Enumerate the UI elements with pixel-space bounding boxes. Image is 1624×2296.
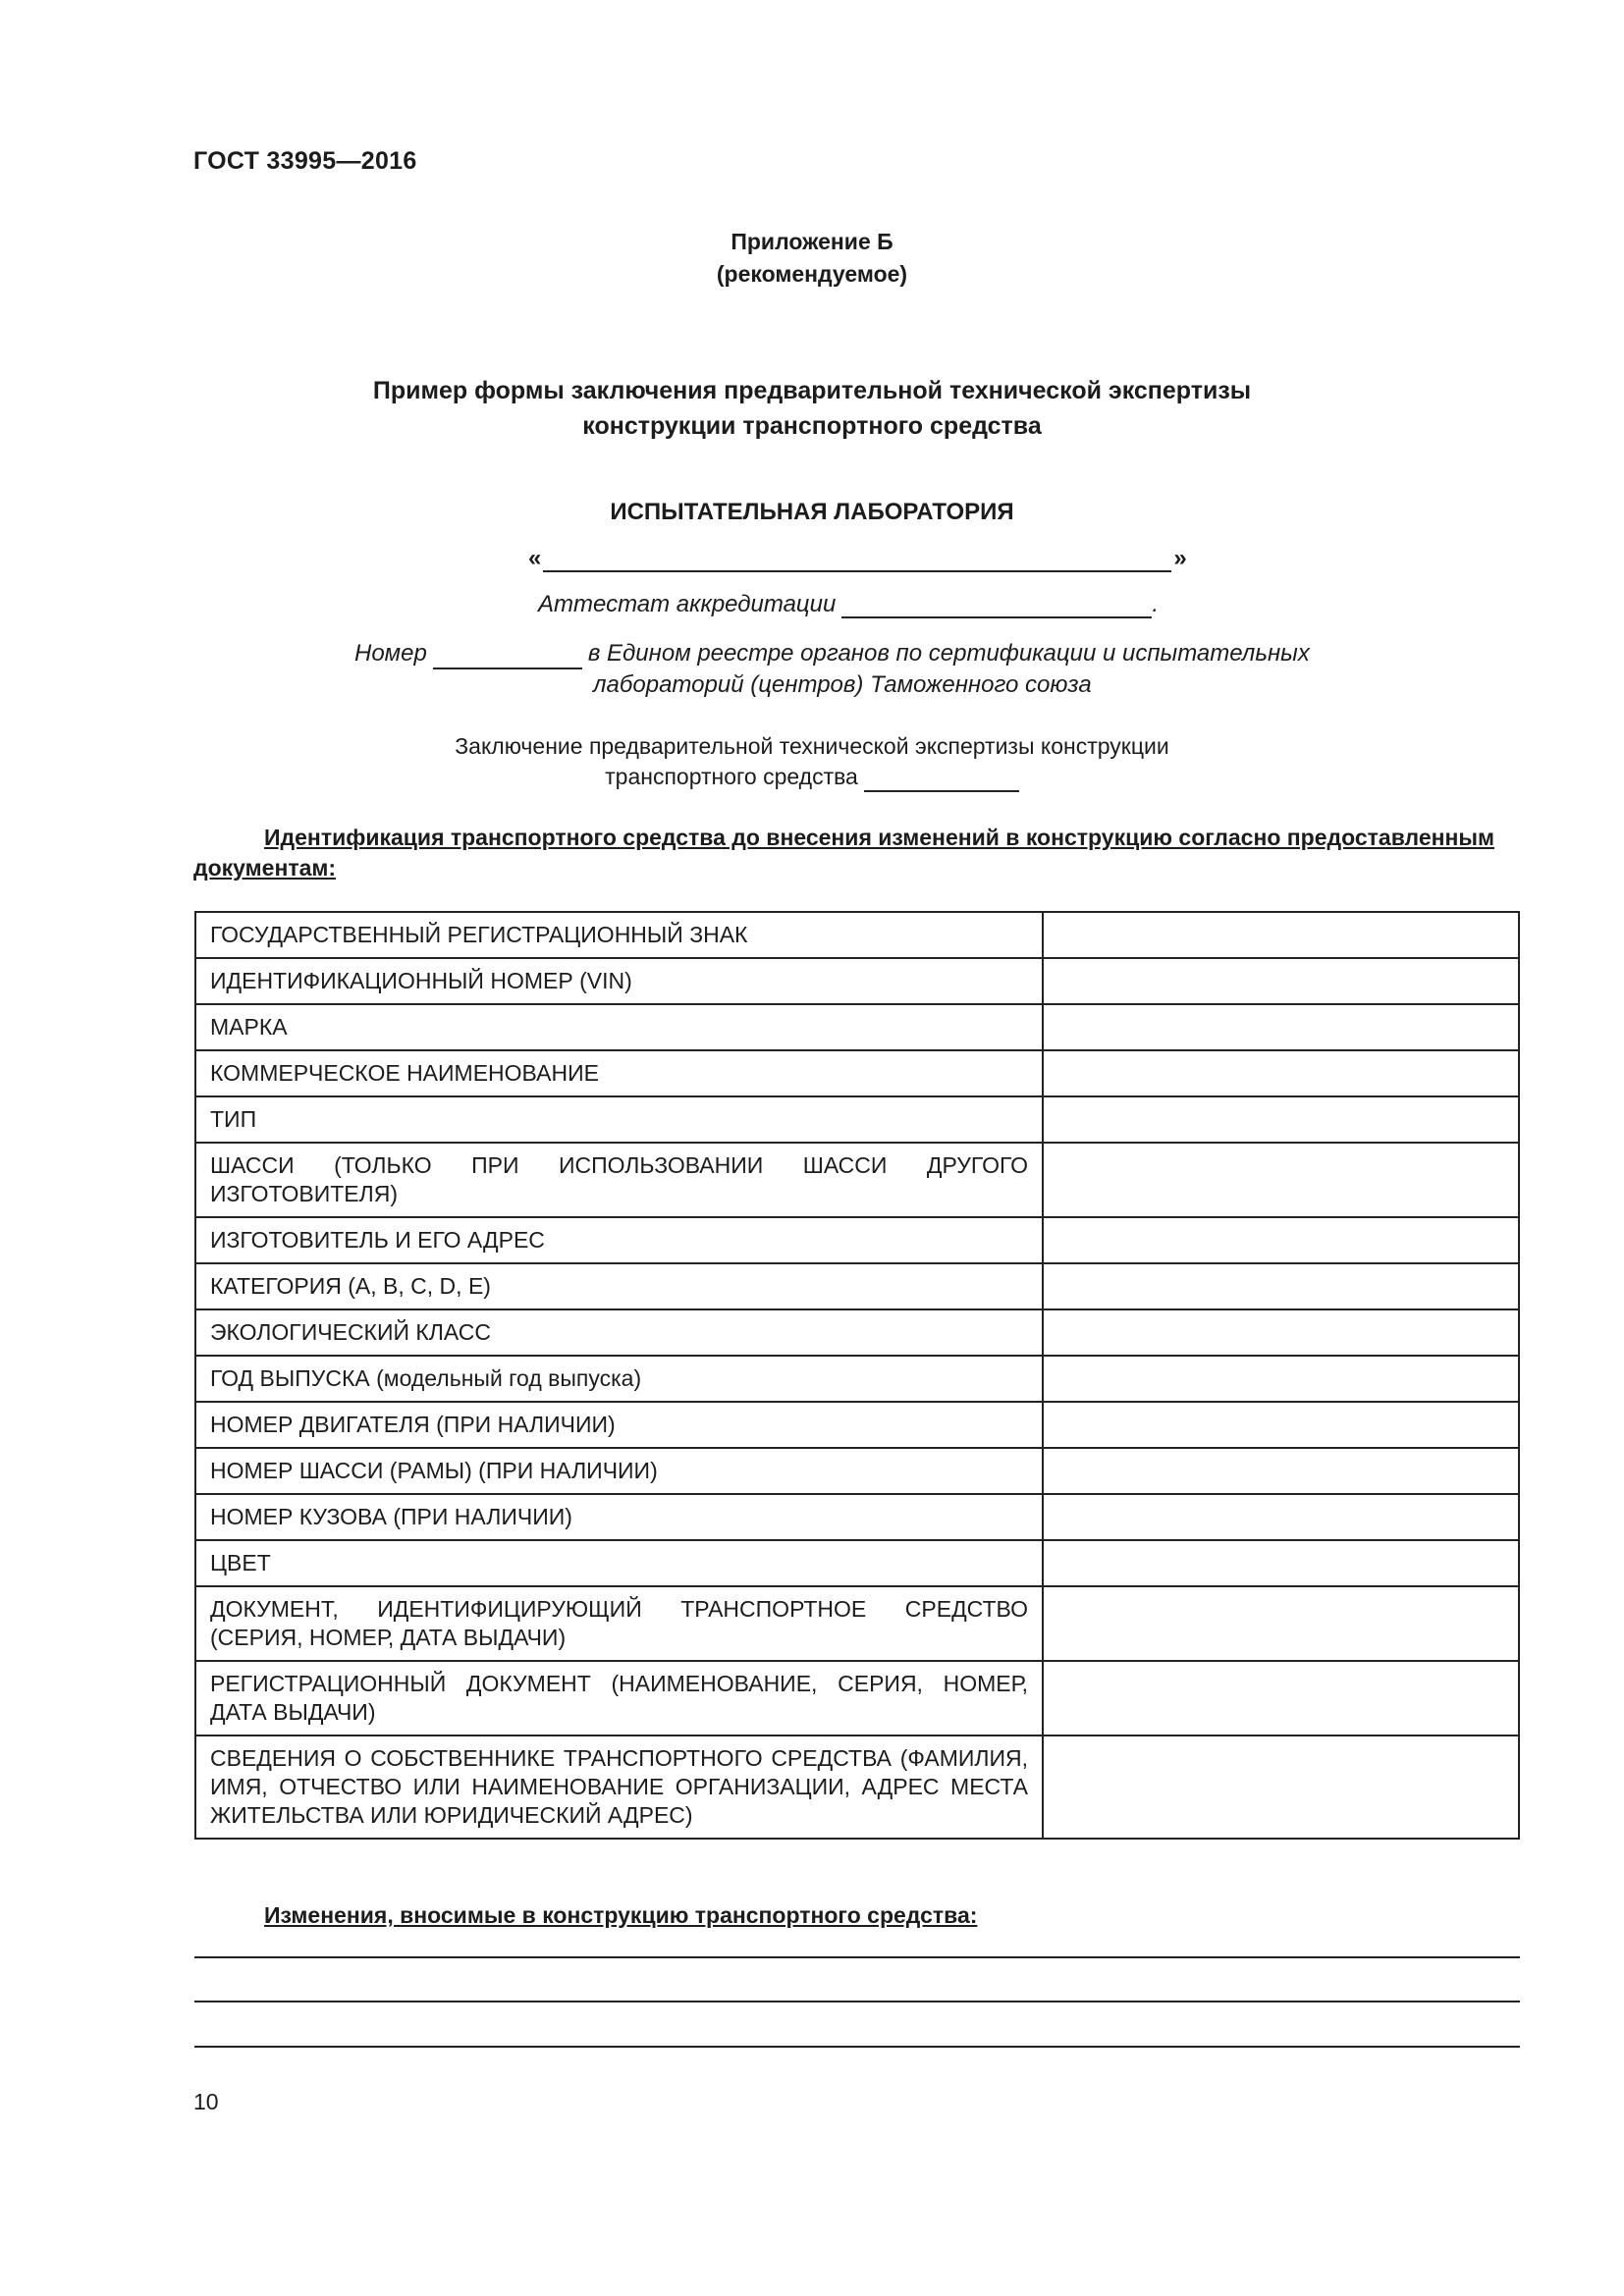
accreditation-row xyxy=(538,591,1159,618)
laboratory-name-field[interactable] xyxy=(528,545,1187,572)
table-row xyxy=(195,1004,1519,1050)
annex-title: Приложение Б xyxy=(731,229,893,254)
page-number: 10 xyxy=(193,2089,219,2114)
row-value-cell[interactable] xyxy=(1043,1004,1519,1050)
quote-close: » xyxy=(1173,545,1187,571)
table-row xyxy=(195,1309,1519,1356)
row-value-cell[interactable] xyxy=(1043,1448,1519,1494)
row-label: ИДЕНТИФИКАЦИОННЫЙ НОМЕР (VIN) xyxy=(195,958,1043,1004)
table-row xyxy=(195,1540,1519,1586)
table-row xyxy=(195,1661,1519,1735)
identification-heading: Идентификация транспортного средства до внесения изменений в конструкцию согласно предоставленным документам: xyxy=(193,825,1495,881)
changes-line-1[interactable] xyxy=(194,1956,1520,1958)
form-title-line-1: Пример формы заключения предварительной технической экспертизы xyxy=(372,377,1252,404)
row-value-cell[interactable] xyxy=(1043,1050,1519,1096)
row-label: НОМЕР КУЗОВА (ПРИ НАЛИЧИИ) xyxy=(195,1494,1043,1540)
form-title-line-2: конструкции транспортного средства xyxy=(582,412,1042,440)
row-label: МАРКА xyxy=(195,1004,1043,1050)
row-value-cell[interactable] xyxy=(1043,958,1519,1004)
number-label: Номер xyxy=(354,640,427,667)
laboratory-title: ИСПЫТАТЕЛЬНАЯ ЛАБОРАТОРИЯ xyxy=(610,499,1014,525)
conclusion-line-2-row xyxy=(0,762,1624,792)
document-code: ГОСТ 33995—2016 xyxy=(193,147,417,175)
row-label: СВЕДЕНИЯ О СОБСТВЕННИКЕ ТРАНСПОРТНОГО СРЕДСТВА (ФАМИЛИЯ, ИМЯ, ОТЧЕСТВО ИЛИ НАИМЕНОВАНИЕ ОРГАНИЗАЦИИ, АДРЕС МЕСТА ЖИТЕЛЬСТВА ИЛИ ЮРИДИЧЕСКИЙ АДРЕС) xyxy=(195,1735,1043,1839)
registry-text-line-2: лабораторий (центров) Таможенного союза xyxy=(593,671,1092,698)
table-row xyxy=(195,958,1519,1004)
identification-table xyxy=(194,911,1520,1840)
table-row xyxy=(195,1143,1519,1217)
row-label: ЭКОЛОГИЧЕСКИЙ КЛАСС xyxy=(195,1309,1043,1356)
row-value-cell[interactable] xyxy=(1043,1402,1519,1448)
conclusion-line-2: транспортного средства xyxy=(605,764,858,789)
table-row xyxy=(195,1263,1519,1309)
row-label: ТИП xyxy=(195,1096,1043,1143)
row-value-cell[interactable] xyxy=(1043,1096,1519,1143)
table-row xyxy=(195,1494,1519,1540)
row-label: НОМЕР ДВИГАТЕЛЯ (ПРИ НАЛИЧИИ) xyxy=(195,1402,1043,1448)
row-label: ШАССИ (ТОЛЬКО ПРИ ИСПОЛЬЗОВАНИИ ШАССИ ДРУГОГО ИЗГОТОВИТЕЛЯ) xyxy=(195,1143,1043,1217)
row-label: ИЗГОТОВИТЕЛЬ И ЕГО АДРЕС xyxy=(195,1217,1043,1263)
form-title xyxy=(0,373,1624,444)
accreditation-blank[interactable] xyxy=(841,595,1152,618)
row-label: РЕГИСТРАЦИОННЫЙ ДОКУМЕНТ (НАИМЕНОВАНИЕ, СЕРИЯ, НОМЕР, ДАТА ВЫДАЧИ) xyxy=(195,1661,1043,1735)
row-label: ГОД ВЫПУСКА (модельный год выпуска) xyxy=(195,1356,1043,1402)
table-row xyxy=(195,1356,1519,1402)
registry-number-blank[interactable] xyxy=(433,646,582,669)
table-row xyxy=(195,1448,1519,1494)
table-row xyxy=(195,1096,1519,1143)
registry-number-row xyxy=(354,638,1310,698)
table-row xyxy=(195,1402,1519,1448)
laboratory-name-blank[interactable] xyxy=(543,549,1171,572)
annex-subtitle: (рекомендуемое) xyxy=(716,261,908,287)
row-value-cell[interactable] xyxy=(1043,1217,1519,1263)
table-row xyxy=(195,1586,1519,1661)
row-value-cell[interactable] xyxy=(1043,1263,1519,1309)
accreditation-end: . xyxy=(1152,591,1160,617)
row-label: НОМЕР ШАССИ (РАМЫ) (ПРИ НАЛИЧИИ) xyxy=(195,1448,1043,1494)
row-label: КОММЕРЧЕСКОЕ НАИМЕНОВАНИЕ xyxy=(195,1050,1043,1096)
table-row xyxy=(195,912,1519,958)
table-row xyxy=(195,1217,1519,1263)
conclusion-line-1: Заключение предварительной технической экспертизы конструкции xyxy=(455,733,1169,759)
quote-open: « xyxy=(528,545,542,571)
row-value-cell[interactable] xyxy=(1043,1356,1519,1402)
row-label: ДОКУМЕНТ, ИДЕНТИФИЦИРУЮЩИЙ ТРАНСПОРТНОЕ СРЕДСТВО (СЕРИЯ, НОМЕР, ДАТА ВЫДАЧИ) xyxy=(195,1586,1043,1661)
row-value-cell[interactable] xyxy=(1043,1494,1519,1540)
row-label: ГОСУДАРСТВЕННЫЙ РЕГИСТРАЦИОННЫЙ ЗНАК xyxy=(195,912,1043,958)
row-value-cell[interactable] xyxy=(1043,912,1519,958)
changes-line-2[interactable] xyxy=(194,2001,1520,2002)
row-value-cell[interactable] xyxy=(1043,1735,1519,1839)
accreditation-label: Аттестат аккредитации xyxy=(538,591,837,617)
registry-text-line-1: в Едином реестре органов по сертификации и испытательных xyxy=(587,640,1310,667)
row-value-cell[interactable] xyxy=(1043,1540,1519,1586)
row-label: ЦВЕТ xyxy=(195,1540,1043,1586)
table-row xyxy=(195,1050,1519,1096)
changes-line-3[interactable] xyxy=(194,2046,1520,2048)
annex-heading xyxy=(0,226,1624,291)
row-value-cell[interactable] xyxy=(1043,1143,1519,1217)
row-value-cell[interactable] xyxy=(1043,1586,1519,1661)
row-value-cell[interactable] xyxy=(1043,1309,1519,1356)
row-value-cell[interactable] xyxy=(1043,1661,1519,1735)
row-label: КАТЕГОРИЯ (A, B, C, D, E) xyxy=(195,1263,1043,1309)
table-row xyxy=(195,1735,1519,1839)
changes-heading: Изменения, вносимые в конструкцию транспортного средства: xyxy=(264,1902,978,1928)
conclusion-number-blank[interactable] xyxy=(864,771,1019,792)
conclusion-caption xyxy=(0,731,1624,792)
